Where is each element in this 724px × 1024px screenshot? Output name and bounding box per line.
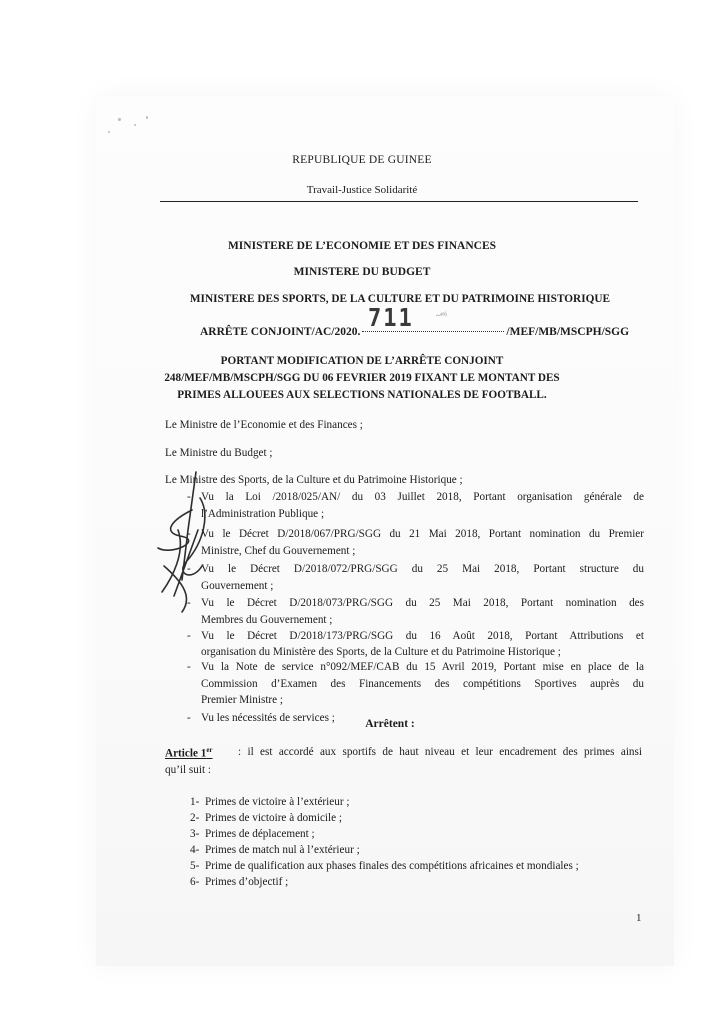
article-1-text-line-1: : il est accordé aux sportifs de haut niveau et leur encadrement des primes ainsi [238, 746, 642, 758]
prime-number: 6- [190, 876, 200, 888]
ministry-sports: MINISTERE DES SPORTS, DE LA CULTURE ET DU PATRIMOINE HISTORIQUE [189, 293, 611, 305]
arrete-reference [200, 326, 629, 338]
visa-1-line-1: Vu la Loi /2018/025/AN/ du 03 Juillet 2018, Portant organisation générale de [201, 491, 644, 503]
prime-item: Primes de match nul à l’extérieur ; [205, 844, 360, 856]
minister-budget: Le Ministre du Budget ; [165, 447, 273, 459]
national-motto: Travail-Justice Solidarité [306, 184, 418, 196]
ministry-budget: MINISTERE DU BUDGET [293, 266, 431, 278]
object-line-1: PORTANT MODIFICATION DE L’ARRÊTE CONJOINT [220, 355, 504, 367]
arrete-suffix: /MEF/MB/MSCPH/SGG [506, 326, 630, 338]
prime-item: Primes de victoire à l’extérieur ; [205, 796, 350, 808]
visa-3-line-2: Gouvernement ; [201, 580, 274, 592]
visa-bullet: - [187, 712, 191, 724]
visa-bullet: - [187, 491, 191, 503]
visa-5-line-2: organisation du Ministère des Sports, de la Culture et du Patrimoine Historique ; [201, 646, 561, 658]
page-number: 1 [636, 912, 642, 924]
visa-bullet: - [187, 661, 191, 673]
visa-bullet: - [187, 563, 191, 575]
article-1-label-text: Article 1 [165, 747, 207, 760]
prime-item: Prime de qualification aux phases finales des compétitions africaines et mondiales ; [205, 860, 579, 872]
visa-bullet: - [187, 528, 191, 540]
visa-bullet: - [187, 597, 191, 609]
visa-6-line-1: Vu la Note de service n°092/MEF/CAB du 15 Avril 2019, Portant mise en place de la [201, 661, 644, 673]
minister-economy: Le Ministre de l’Economie et des Finances ; [165, 419, 363, 431]
visa-3-line-1: Vu le Décret D/2018/072/PRG/SGG du 25 Mai 2018, Portant structure du [201, 563, 644, 575]
scan-speck [118, 118, 121, 121]
prime-number: 3- [190, 828, 200, 840]
visa-1-line-2: l’Administration Publique ; [201, 508, 325, 520]
arretent-heading: Arrêtent : [365, 718, 415, 730]
prime-number: 2- [190, 812, 200, 824]
visa-6-line-2: Commission d’Examen des Financements des compétitions Sportives auprès du [201, 678, 644, 690]
visa-4-line-1: Vu le Décret D/2018/073/PRG/SGG du 25 Mai 2018, Portant nomination des [201, 597, 644, 609]
header-rule [160, 201, 638, 202]
prime-item: Primes de déplacement ; [205, 828, 315, 840]
visa-5-line-1: Vu le Décret D/2018/173/PRG/SGG du 16 Août 2018, Portant Attributions et [201, 630, 644, 642]
visa-2-line-1: Vu le Décret D/2018/067/PRG/SGG du 21 Mai 2018, Portant nomination du Premier [201, 528, 644, 540]
handwritten-mark: ~ᵐʲ [435, 309, 448, 321]
article-1-label [165, 746, 213, 760]
object-line-2: 248/MEF/MB/MSCPH/SGG DU 06 FEVRIER 2019 FIXANT LE MONTANT DES [164, 372, 560, 384]
article-1-label-sup: er [206, 746, 213, 754]
object-line-3: PRIMES ALLOUEES AUX SELECTIONS NATIONALES DE FOOTBALL. [177, 389, 547, 401]
visa-4-line-2: Membres du Gouvernement ; [201, 614, 333, 626]
prime-number: 5- [190, 860, 200, 872]
visa-2-line-2: Ministre, Chef du Gouvernement ; [201, 545, 356, 557]
country-name: REPUBLIQUE DE GUINEE [292, 154, 432, 166]
prime-number: 4- [190, 844, 200, 856]
minister-sports: Le Ministre des Sports, de la Culture et du Patrimoine Historique ; [165, 474, 463, 486]
visa-6-line-3: Premier Ministre ; [201, 694, 284, 706]
prime-item: Primes de victoire à domicile ; [205, 812, 343, 824]
visa-bullet: - [187, 630, 191, 642]
article-1-text-line-2: qu’il suit : [165, 764, 211, 776]
scan-speck [108, 131, 110, 133]
scan-speck [134, 124, 136, 126]
ministry-economy: MINISTERE DE L’ECONOMIE ET DES FINANCES [227, 240, 497, 252]
prime-number: 1- [190, 796, 200, 808]
arrete-prefix: ARRÊTE CONJOINT/AC/2020. [200, 326, 361, 338]
prime-item: Primes d’objectif ; [205, 876, 289, 888]
visa-7-line-1: Vu les nécessités de services ; [201, 712, 335, 724]
handwritten-arrete-number: 711 [368, 304, 414, 333]
scan-speck [146, 116, 148, 119]
